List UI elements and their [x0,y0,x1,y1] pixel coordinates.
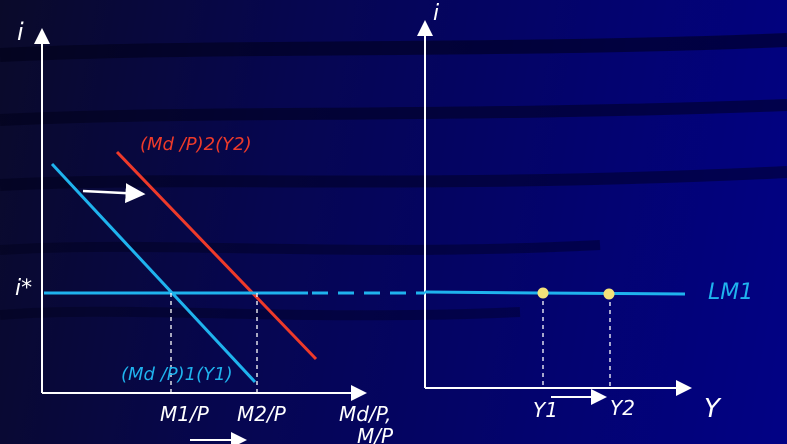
blue-demand-curve-label: (Md /P)1(Y1) [121,364,233,385]
equilibrium-point-y2 [604,289,615,300]
y1-tick-label: Y1 [533,398,558,422]
demand-shift-arrow [83,191,143,194]
i-star-label: i* [15,276,33,301]
m1-tick-label: M1/P [160,402,209,426]
left-y-axis-label: i [17,18,24,46]
m2-tick-label: M2/P [237,402,286,426]
left-x-axis-label-line1: Md/P, [339,402,392,426]
money-demand-curve-2 [117,152,316,359]
left-x-axis-label-line2: M/P [357,424,394,444]
right-y-axis-label: i [433,1,440,26]
right-x-axis-label: Y [704,394,720,424]
red-demand-curve-label: (Md /P)2(Y2) [140,134,252,155]
lm-curve [425,292,685,294]
money-demand-curve-1 [52,164,255,382]
equilibrium-point-y1 [538,288,549,299]
y2-tick-label: Y2 [610,396,635,420]
lm-curve-label: LM1 [708,280,754,305]
